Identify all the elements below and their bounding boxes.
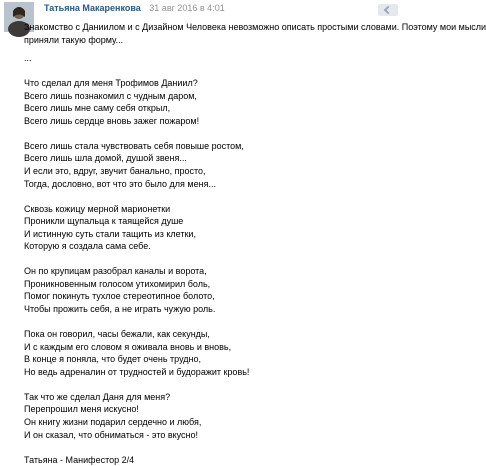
poem-line: Он книгу жизни подарил сердечно и любя, [24, 416, 202, 427]
intro-ellipsis: ... [24, 53, 32, 64]
post-date[interactable]: 31 авг 2016 в 4:01 [149, 3, 225, 13]
poem-line: Пока он говорил, часы бежали, как секунды, [24, 329, 210, 340]
poem-line: Перепрошил меня искусно! [24, 404, 139, 415]
poem-line: Но ведь адреналин от трудностей и будоражит кровь! [24, 366, 250, 377]
intro-line: приняли такую форму... [24, 34, 124, 45]
poem-line: Всего лишь познакомил с чудным даром, [24, 90, 197, 101]
poem-line: Проникли щупальца к таящейся душе [24, 216, 184, 227]
poem-line: Которую я создала сама себе. [24, 241, 151, 252]
poem-line: Всего лишь шла домой, душой звеня... [24, 153, 187, 164]
signature: Татьяна - Манифестор 2/4 [24, 454, 135, 465]
author-name[interactable]: Татьяна Макаренкова [44, 3, 141, 13]
poem-line: Помог покинуть тухлое стереотипное болото, [24, 291, 215, 302]
poem-line: В конце я поняла, что будет очень трудно, [24, 354, 202, 365]
poem-line: И истинную суть стали тащить из клетки, [24, 228, 196, 239]
poem-line: Что сделал для меня Трофимов Даниил? [24, 78, 198, 89]
poem-line: И если это, вдруг, звучит банально, просто, [24, 166, 206, 177]
poem-line: Он по крупицам разобрал каналы и ворота, [24, 266, 207, 277]
poem-line: И он сказал, что обниматься - это вкусно! [24, 429, 199, 440]
poem-line: Сквозь кожицу мерной марионетки [24, 203, 171, 214]
poem-line: Так что же сделал Даня для меня? [24, 391, 171, 402]
poem-line: Тогда, дословно, вот что это было для меня... [24, 178, 216, 189]
poem-line: Чтобы прожить себя, а не играть чужую роль. [24, 304, 216, 315]
poem-line: Всего лишь сердце вновь зажег пожаром! [24, 115, 200, 126]
reply-arrow-icon[interactable] [378, 4, 398, 16]
poem-line: Проникновенным голосом утихомирил боль, [24, 278, 211, 289]
message-body [24, 21, 486, 466]
poem-line: И с каждым его словом я оживала вновь и вновь, [24, 341, 232, 352]
post-header [44, 2, 225, 14]
poem-line: Всего лишь мне саму себя открыл, [24, 103, 171, 114]
poem-line: Всего лишь стала чувствовать себя повыше ростом, [24, 140, 244, 151]
intro-line: Знакомство с Даниилом и с Дизайном Человека невозможно описать простыми словами. Поэтому мои мысли [24, 22, 486, 32]
